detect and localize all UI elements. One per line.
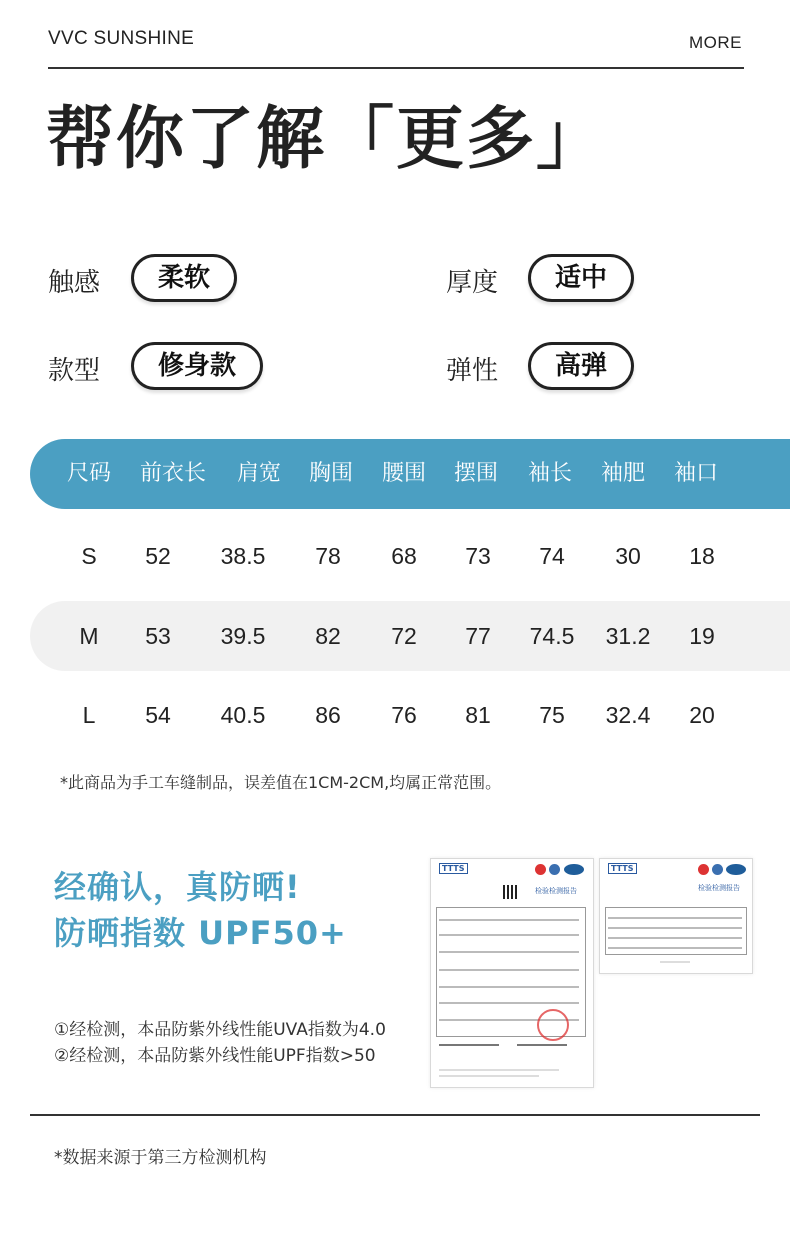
more-link[interactable]: MORE	[689, 33, 742, 52]
size-table-header-cell: 袖口	[673, 461, 719, 486]
official-seal-icon	[537, 1009, 569, 1041]
property-label-elasticity: 弹性	[446, 356, 499, 386]
table-cell: 19	[689, 623, 715, 649]
header-divider	[48, 67, 744, 69]
table-cell: 81	[465, 702, 491, 728]
table-cell: 54	[145, 702, 171, 728]
table-cell: 31.2	[605, 623, 651, 649]
test-report-image	[599, 858, 753, 974]
report-title: 检验检测报告	[698, 884, 740, 892]
table-cell: 76	[391, 702, 417, 728]
ttts-logo: TTTS	[439, 863, 468, 874]
table-cell: 30	[615, 543, 641, 569]
section-divider	[30, 1114, 760, 1116]
table-cell: 72	[391, 623, 417, 649]
property-value-elasticity: 高弹	[528, 342, 634, 390]
size-table-header-cell: 袖肥	[600, 461, 646, 486]
size-note: *此商品为手工车缝制品，误差值在1CM-2CM,均属正常范围。	[60, 773, 502, 792]
size-table-header-cell: 胸围	[308, 461, 354, 486]
property-label-thickness: 厚度	[446, 268, 499, 298]
property-value-touch: 柔软	[131, 254, 237, 302]
cma-mark-icon	[549, 864, 560, 875]
cnas-mark-icon	[726, 864, 746, 875]
table-cell: 52	[145, 543, 171, 569]
table-cell: 77	[465, 623, 491, 649]
table-cell: 20	[689, 702, 715, 728]
ttts-logo: TTTS	[608, 863, 637, 874]
table-cell: 82	[315, 623, 341, 649]
table-cell: S	[81, 543, 97, 569]
size-table-header-cell: 摆围	[453, 461, 499, 486]
qr-code-icon	[503, 885, 517, 899]
table-cell: 73	[465, 543, 491, 569]
table-cell: 39.5	[220, 623, 266, 649]
cnas-mark-icon	[564, 864, 584, 875]
property-value-thickness: 适中	[528, 254, 634, 302]
table-cell: 38.5	[220, 543, 266, 569]
brand-name: VVC SUNSHINE	[48, 28, 195, 49]
table-cell: 68	[391, 543, 417, 569]
test-result-uva: ①经检测，本品防紫外线性能UVA指数为4.0	[54, 1020, 386, 1040]
table-cell: 78	[315, 543, 341, 569]
size-table-header-cell: 尺码	[66, 461, 112, 486]
table-cell: 75	[539, 702, 565, 728]
size-table-header-cell: 肩宽	[236, 461, 282, 486]
source-note: *数据来源于第三方检测机构	[54, 1148, 267, 1168]
upf-rating-headline: 防晒指数 UPF50+	[54, 914, 347, 952]
table-cell: 74.5	[529, 623, 575, 649]
sun-protection-headline: 经确认，真防晒!	[54, 868, 301, 906]
ilac-mark-icon	[535, 864, 546, 875]
table-cell: 74	[539, 543, 565, 569]
property-label-touch: 触感	[48, 268, 101, 298]
test-report-image	[430, 858, 594, 1088]
table-cell: 86	[315, 702, 341, 728]
page-title: 帮你了解「更多」	[46, 100, 607, 179]
table-cell: M	[79, 623, 99, 649]
ilac-mark-icon	[698, 864, 709, 875]
table-cell: 32.4	[605, 702, 651, 728]
property-value-fit: 修身款	[131, 342, 263, 390]
size-table-header-cell: 前衣长	[139, 461, 207, 486]
table-cell: L	[82, 702, 96, 728]
test-result-upf: ②经检测，本品防紫外线性能UPF指数>50	[54, 1046, 376, 1066]
property-label-fit: 款型	[48, 356, 101, 386]
table-cell: 40.5	[220, 702, 266, 728]
table-cell: 53	[145, 623, 171, 649]
report-title: 检验检测报告	[535, 887, 577, 895]
size-table-header-cell: 袖长	[527, 461, 573, 486]
table-cell: 18	[689, 543, 715, 569]
cma-mark-icon	[712, 864, 723, 875]
size-table-header	[30, 439, 790, 509]
size-table-header-cell: 腰围	[381, 461, 427, 486]
